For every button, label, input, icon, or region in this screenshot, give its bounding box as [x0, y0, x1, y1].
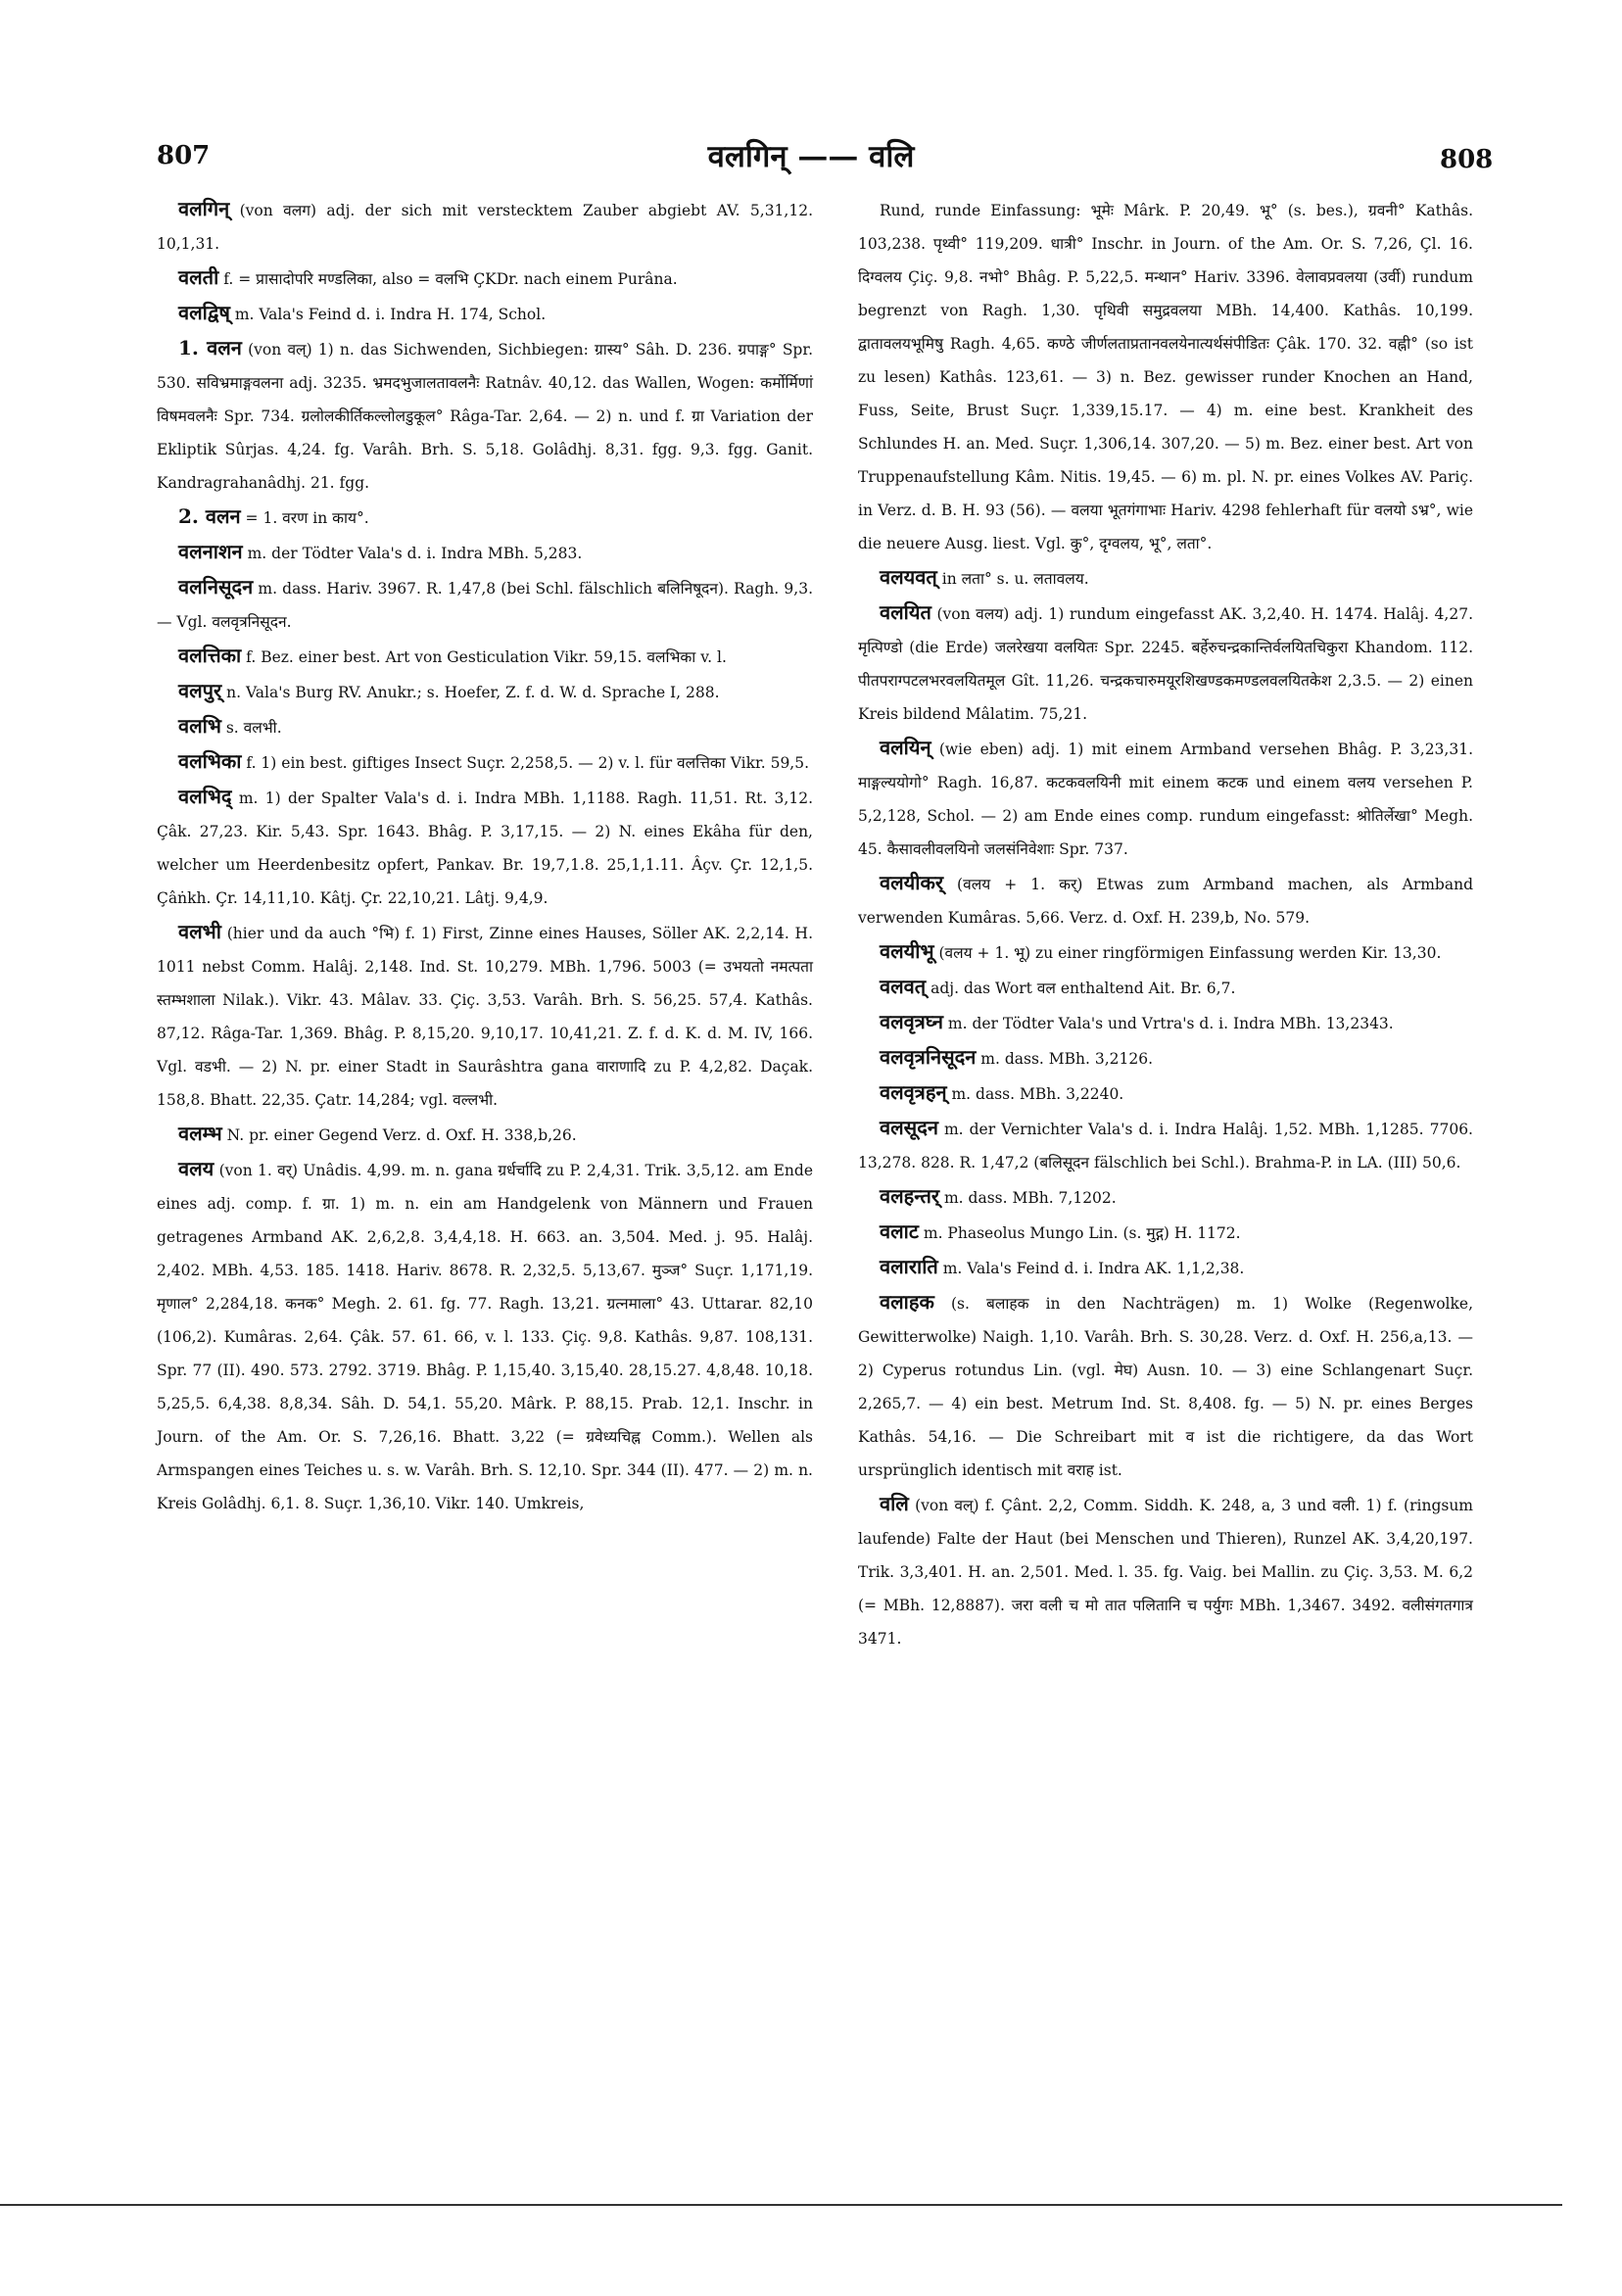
- dictionary-entry: [157, 192, 813, 261]
- entry-headword: वलती: [178, 265, 219, 289]
- dictionary-entry: [858, 192, 1473, 560]
- entry-headword: वलहन्तर्: [880, 1184, 940, 1208]
- bottom-rule: [0, 2204, 1562, 2206]
- entry-headword: वलभिद्: [178, 785, 232, 808]
- dictionary-entry: [858, 1005, 1473, 1040]
- entry-headword: वलयिन्: [880, 736, 931, 759]
- entry-text: Rund, runde Einfassung: भूमेः Mârk. P. 20,49. भू° (s. bes.), ग्रवनी° Kathâs. 103,238. पृथ्वी° 119,209. धात्री° Inschr. in Journ. of the Am. Or. S. 7,26, Çl. 16. दिग्वलय Çiç. 9,8. नभो° Bhâg. P. 5,22,5. मन्थान° Hariv. 3396. वेलावप्रवलया (उर्वी) rundum begrenzt von Ragh. 1,30. पृथिवी समुद्रवलया MBh. 14,400. Kathâs. 10,199. द्वातावलयभूमिषु Ragh. 4,65. कण्ठे जीर्णलताप्रतानवलयेनात्यर्थसंपीडितः Çâk. 170. 32. वह्नी° (so ist zu lesen) Kathâs. 123,61. — 3) n. Bez. gewisser runder Knochen an Hand, Fuss, Seite, Brust Suçr. 1,339,15.17. — 4) m. eine best. Krankheit des Schlundes H. an. Med. Suçr. 1,306,14. 307,20. — 5) m. Bez. einer best. Art von Truppenaufstellung Kâm. Nitis. 19,45. — 6) m. pl. N. pr. eines Volkes AV. Pariç. in Verz. d. B. H. 93 (56). — वलया भूतगंगाभाः Hariv. 4298 fehlerhaft für वलयो ऽभ्र°, wie die neuere Ausg. liest. Vgl. कु°, दृग्वलय, भू°, लता°.: [858, 202, 1473, 552]
- dictionary-entry: [157, 570, 813, 639]
- entry-text: m. Vala's Feind d. i. Indra AK. 1,1,2,38.: [937, 1260, 1245, 1277]
- entry-headword: वलाराति: [880, 1255, 938, 1278]
- entry-text: m. der Tödter Vala's und Vrtra's d. i. Indra MBh. 13,2343.: [942, 1015, 1394, 1032]
- entry-text: m. Vala's Feind d. i. Indra H. 174, Schol.: [229, 306, 547, 323]
- entry-text: (von वल्) f. Çânt. 2,2, Comm. Siddh. K. 248, a, 3 und वली. 1) f. (ringsum laufende) Falte der Haut (bei Menschen und Thieren), Runzel AK. 3,4,20,197. Trik. 3,3,401. H. an. 2,501. Med. l. 35. fg. Vaig. bei Mallin. zu Çiç. 3,53. M. 6,2 (= MBh. 12,8887). जरा वली च मो तात पलितानि च पर्युगः MBh. 1,3467. 3492. वलीसंगतगात्र 3471.: [858, 1497, 1473, 1648]
- page-number-left: 807: [157, 141, 211, 170]
- dictionary-entry: [858, 1487, 1473, 1655]
- entry-headword: वलगिन्: [178, 197, 230, 220]
- entry-text: m. 1) der Spalter Vala's d. i. Indra MBh. 1,1188. Ragh. 11,51. Rt. 3,12. Çâk. 27,23. Kir. 5,43. Spr. 1643. Bhâg. P. 3,17,15. — 2) N. eines Ekâha für den, welcher um Heerdenbesitz opfert, Pankav. Br. 19,7,1.8. 25,1,1.11. Âçv. Çr. 12,1,5. Çâṅkh. Çr. 14,11,10. Kâtj. Çr. 22,10,21. Lâtj. 9,4,9.: [157, 789, 813, 907]
- entry-headword: वलवृत्रघ्न: [880, 1010, 943, 1033]
- dictionary-entry: [157, 744, 813, 780]
- dictionary-entry: [157, 639, 813, 674]
- entry-text: (von 1. वर्) Unâdis. 4,99. m. n. gana ग्रर्धर्चादि zu P. 2,4,31. Trik. 3,5,12. am Ende eines adj. comp. f. ग्रा. 1) m. n. ein am Handgelenk von Männern und Frauen getragenes Armband AK. 2,6,2,8. 3,4,4,18. H. 663. an. 3,504. Med. j. 95. Halâj. 2,402. MBh. 4,53. 185. 1418. Hariv. 8678. R. 2,32,5. 5,13,67. मुञ्ज° Suçr. 1,171,19. मृणाल° 2,284,18. कनक° Megh. 2. 61. fg. 77. Ragh. 13,21. ग्रत्नमाला° 43. Uttarar. 82,10 (106,2). Kumâras. 2,64. Çâk. 57. 61. 66, v. l. 133. Çiç. 9,8. Kathâs. 9,87. 108,131. Spr. 77 (II). 490. 573. 2792. 3719. Bhâg. P. 1,15,40. 3,15,40. 28,15.27. 4,8,48. 10,18. 5,25,5. 6,4,38. 8,8,34. Sâh. D. 54,1. 55,20. Mârk. P. 88,15. Prab. 12,1. Inschr. in Journ. of the Am. Or. S. 7,26,16. Bhatt. 3,22 (= ग्रवेध्यचिह्न Comm.). Wellen als Armspangen eines Teiches u. s. w. Varâh. Brh. S. 12,10. Spr. 344 (II). 477. — 2) m. n. Kreis Golâdhj. 6,1. 8. Suçr. 1,36,10. Vikr. 140. Umkreis,: [157, 1162, 813, 1512]
- entry-text: (वलय + 1. कर्) Etwas zum Armband machen, als Armband verwenden Kumâras. 5,66. Verz. d. Oxf. H. 239,b, No. 579.: [858, 876, 1473, 927]
- entry-headword: 1. वलन: [178, 336, 242, 359]
- right-column: [858, 192, 1473, 1655]
- entry-headword: वलनाशन: [178, 540, 243, 563]
- entry-text: (von वलग) adj. der sich mit verstecktem Zauber abgiebt AV. 5,31,12. 10,1,31.: [157, 202, 813, 253]
- dictionary-entry: [157, 780, 813, 915]
- entry-text: m. dass. MBh. 7,1202.: [939, 1189, 1117, 1207]
- dictionary-entry: [858, 731, 1473, 866]
- entry-text: m. der Tödter Vala's d. i. Indra MBh. 5,283.: [242, 545, 583, 562]
- entry-text: in लता° s. u. लतावलय.: [936, 570, 1089, 588]
- dictionary-entry: [858, 560, 1473, 596]
- page-number-right: 808: [1440, 145, 1494, 174]
- dictionary-entry: [157, 1152, 813, 1520]
- dictionary-entry: [157, 915, 813, 1117]
- dictionary-entry: [858, 866, 1473, 934]
- entry-text: m. dass. MBh. 3,2126.: [976, 1050, 1154, 1068]
- entry-text: (wie eben) adj. 1) mit einem Armband versehen Bhâg. P. 3,23,31. माङ्गल्ययोगो° Ragh. 16,87. कटकवलयिनी mit einem कटक und einem वलय versehen P. 5,2,128, Schol. — 2) am Ende eines comp. rundum eingefasst: श्रोतिर्लेखा° Megh. 45. कैसावलीवलयिनो जलसंनिवेशाः Spr. 737.: [858, 741, 1473, 858]
- entry-text: n. Vala's Burg RV. Anukr.; s. Hoefer, Z. f. d. W. d. Sprache I, 288.: [221, 684, 720, 701]
- dictionary-entry: [858, 1179, 1473, 1215]
- dictionary-entry: [858, 1285, 1473, 1487]
- entry-headword: वलयीभू: [880, 939, 934, 963]
- entry-text: m. der Vernichter Vala's d. i. Indra Halâj. 1,52. MBh. 1,1285. 7706. 13,278. 828. R. 1,47,2 (बलिसूदन fälschlich bei Schl.). Brahma-P. in LA. (III) 50,6.: [858, 1121, 1473, 1172]
- entry-headword: वलम्भ: [178, 1122, 222, 1145]
- dictionary-entry: [157, 535, 813, 570]
- dictionary-entry: [157, 674, 813, 709]
- entry-headword: वलनिसूदन: [178, 575, 254, 598]
- entry-text: m. dass. Hariv. 3967. R. 1,47,8 (bei Schl. fälschlich बलिनिषूदन). Ragh. 9,3. — Vgl. वलवृत्रनिसूदन.: [157, 580, 813, 631]
- entry-text: f. 1) ein best. giftiges Insect Suçr. 2,258,5. — 2) v. l. für वलत्तिका Vikr. 59,5.: [241, 754, 810, 772]
- entry-text: s. वलभी.: [220, 719, 282, 737]
- entry-text: N. pr. einer Gegend Verz. d. Oxf. H. 338,b,26.: [221, 1126, 577, 1144]
- entry-text: (s. बलाहक in den Nachträgen) m. 1) Wolke (Regenwolke, Gewitterwolke) Naigh. 1,10. Varâh. Brh. S. 30,28. Verz. d. Oxf. H. 256,a,13. — 2) Cyperus rotundus Lin. (vgl. मेघ) Ausn. 10. — 3) eine Schlangenart Suçr. 2,265,7. — 4) ein best. Metrum Ind. St. 8,408. fg. — 5) N. pr. eines Berges Kathâs. 54,16. — Die Schreibart mit व ist die richtigere, da das Wort ursprünglich identisch mit वराह ist.: [858, 1295, 1473, 1479]
- entry-text: m. Phaseolus Mungo Lin. (s. मुद्ग) H. 1172.: [918, 1224, 1241, 1242]
- entry-headword: वलि: [880, 1492, 909, 1515]
- entry-text: = 1. वरण in काय°.: [240, 509, 369, 527]
- entry-headword: वलत्तिका: [178, 644, 242, 667]
- dictionary-entry: [157, 709, 813, 744]
- dictionary-entry: [157, 500, 813, 535]
- entry-headword: वलाहक: [880, 1290, 934, 1314]
- dictionary-entry: [858, 1111, 1473, 1179]
- entry-headword: वलयवत्: [880, 565, 937, 589]
- running-head: वलगिन् —— वलि: [707, 139, 915, 174]
- entry-headword: वलभि: [178, 714, 221, 738]
- dictionary-entry: [858, 970, 1473, 1005]
- dictionary-entry: [157, 296, 813, 331]
- dictionary-entry: [858, 596, 1473, 731]
- page-header: [0, 135, 1622, 184]
- entry-headword: वलाट: [880, 1220, 919, 1243]
- entry-text: (वलय + 1. भू) zu einer ringförmigen Einfassung werden Kir. 13,30.: [933, 944, 1442, 962]
- entry-text: adj. das Wort वल enthaltend Ait. Br. 6,7.: [926, 980, 1236, 997]
- entry-text: f. Bez. einer best. Art von Gesticulation Vikr. 59,15. वलभिका v. l.: [241, 648, 727, 666]
- entry-headword: वलपुर्: [178, 679, 222, 702]
- entry-headword: वलभिका: [178, 749, 242, 773]
- entry-text: (hier und da auch °भि) f. 1) First, Zinne eines Hauses, Söller AK. 2,2,14. H. 1011 nebst Comm. Halâj. 2,148. Ind. St. 10,279. MBh. 1,796. 5003 (= उभयतो नमत्पता स्तम्भशाला Nilak.). Vikr. 43. Mâlav. 33. Çiç. 3,53. Varâh. Brh. S. 56,25. 57,4. Kathâs. 87,12. Râga-Tar. 1,369. Bhâg. P. 8,15,20. 9,10,17. 10,41,21. Z. f. d. K. d. M. IV, 166. Vgl. वडभी. — 2) N. pr. einer Stadt in Saurâshtra gana वाराणादि zu P. 4,2,82. Daçak. 158,8. Bhatt. 22,35. Çatr. 14,284; vgl. वल्लभी.: [157, 925, 813, 1109]
- entry-text: (von वलय) adj. 1) rundum eingefasst AK. 3,2,40. H. 1474. Halâj. 4,27. मृत्पिण्डो (die Erde) जलरेखया वलयितः Spr. 2245. बर्हेरुचन्द्रकान्तिर्वलयितचिकुरा Khandom. 112. पीतपराग्पटलभरवलयितमूल Gît. 11,26. चन्द्रकचारुमयूरशिखण्डकमण्डलवलयितकेश 2,3.5. — 2) einen Kreis bildend Mâlatim. 75,21.: [858, 605, 1473, 723]
- dictionary-entry: [858, 1215, 1473, 1250]
- entry-headword: वलय: [178, 1157, 215, 1180]
- dictionary-entry: [157, 261, 813, 296]
- entry-headword: वलवृत्रहन्: [880, 1080, 947, 1104]
- entry-headword: वलयीकर्: [880, 871, 943, 894]
- entry-headword: वलभी: [178, 920, 221, 943]
- dictionary-entry: [858, 1250, 1473, 1285]
- dictionary-entry: [858, 934, 1473, 970]
- entry-headword: वलयित: [880, 600, 931, 624]
- entry-headword: 2. वलन: [178, 504, 241, 528]
- entry-text: m. dass. MBh. 3,2240.: [946, 1085, 1124, 1103]
- dictionary-entry: [858, 1076, 1473, 1111]
- entry-headword: वलवृत्रनिसूदन: [880, 1045, 977, 1069]
- dictionary-entry: [858, 1040, 1473, 1076]
- entry-headword: वलवत्: [880, 975, 927, 998]
- dictionary-entry: [157, 331, 813, 500]
- dictionary-entry: [157, 1117, 813, 1152]
- entry-headword: वलद्विष्: [178, 301, 230, 324]
- left-column: [157, 192, 813, 1520]
- entry-text: (von वल्) 1) n. das Sichwenden, Sichbiegen: ग्रास्य° Sâh. D. 236. ग्रपाङ्ग° Spr. 530. सविभ्रमाङ्गवलना adj. 3235. भ्रमदभुजालतावलनैः Ratnâv. 40,12. das Wallen, Wogen: कर्मोर्मिणां विषमवलनैः Spr. 734. ग्रलोलकीर्तिकल्लोलडुकूल° Râga-Tar. 2,64. — 2) n. und f. ग्रा Variation der Ekliptik Sûrjas. 4,24. fg. Varâh. Brh. S. 5,18. Golâdhj. 8,31. fgg. 9,3. fgg. Ganit. Kandragrahanâdhj. 21. fgg.: [157, 341, 813, 492]
- entry-headword: वलसूदन: [880, 1116, 938, 1139]
- entry-text: f. = प्रासादोपरि मण्डलिका, also = वलभि ÇKDr. nach einem Purâna.: [218, 270, 678, 288]
